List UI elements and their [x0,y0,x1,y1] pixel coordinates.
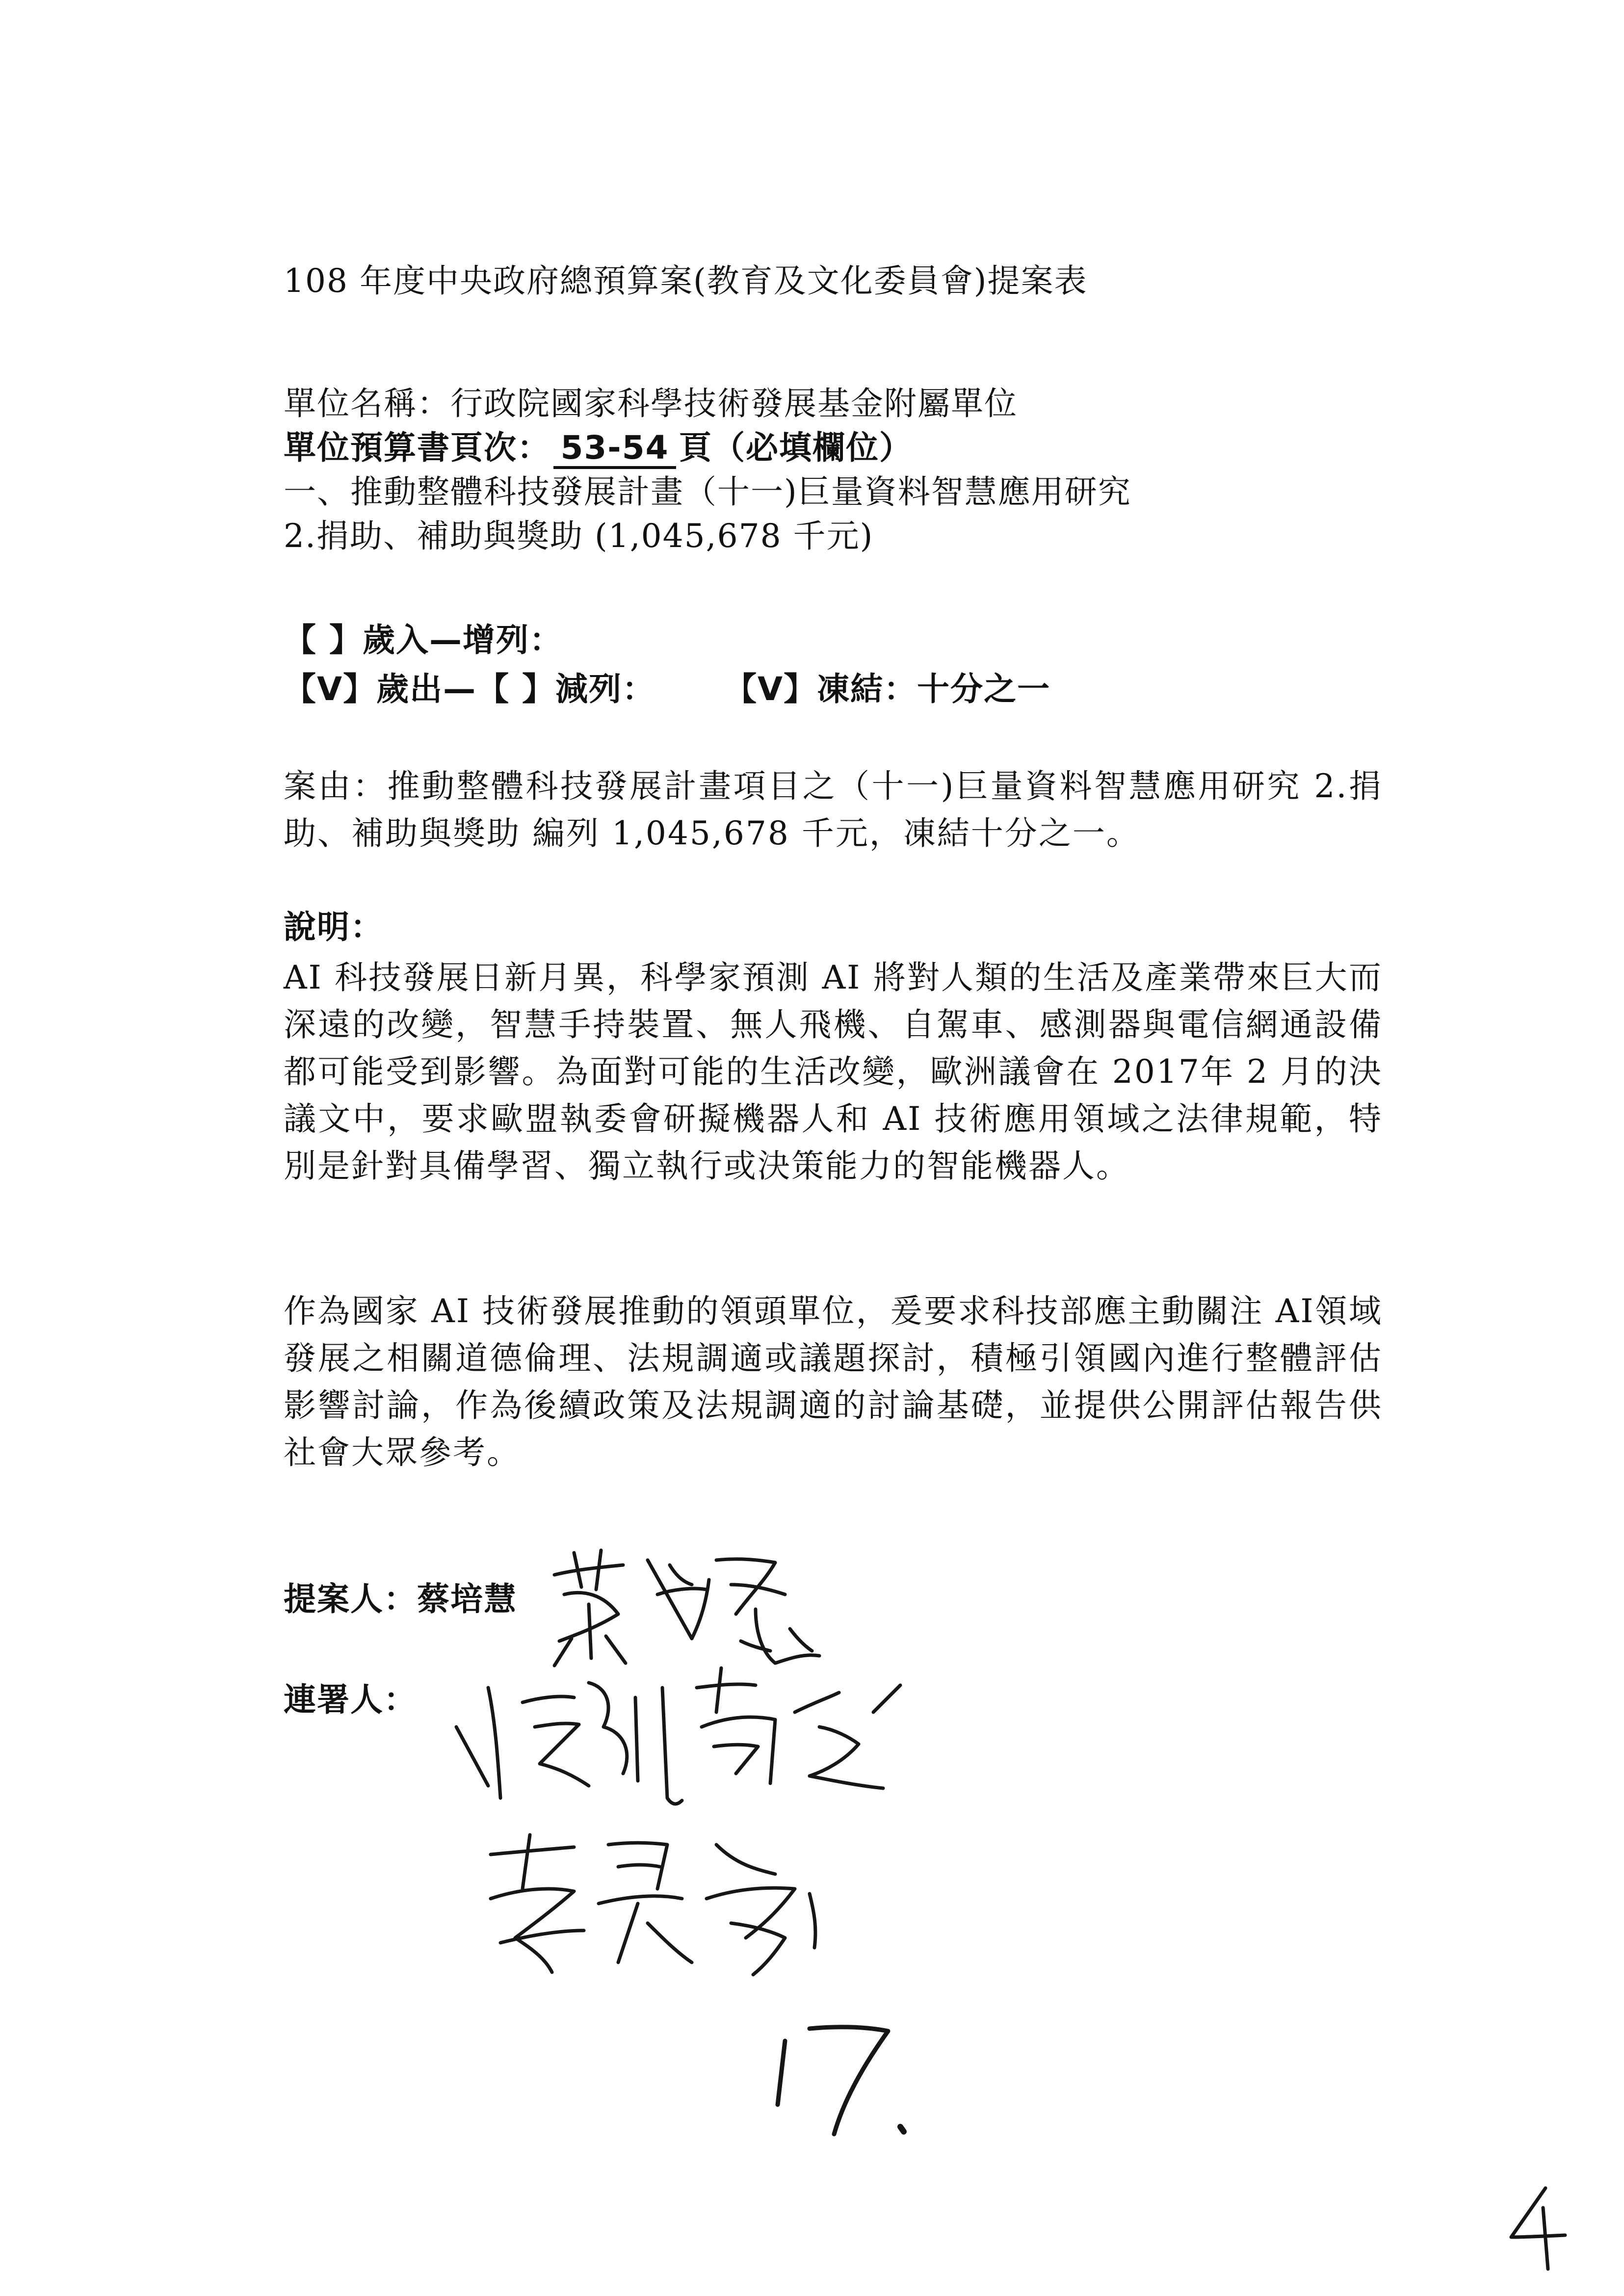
expenditure-line [284,667,1050,711]
document-title: 108 年度中央政府總預算案(教育及文化委員會)提案表 [284,262,1088,300]
reason-text: 推動整體科技發展計畫項目之（十一)巨量資料智慧應用研究 2.捐助、補助與獎助 編列 1,045,678 千元，凍結十分之一。 [284,767,1383,852]
reason-label: 案由： [284,767,388,805]
budget-page-label: 單位預算書頁次： [284,429,550,467]
budget-page-suffix: 頁（必填欄位） [679,429,913,467]
cosigner-signature-2 [471,1825,854,1982]
unit-name: 單位名稱：行政院國家科學技術發展基金附屬單位 [284,385,1018,422]
proposer-name: 蔡培慧 [417,1580,517,1618]
reason-paragraph [284,763,1383,857]
cosigner-signature-1 [442,1658,957,1820]
handwritten-number [765,2011,932,2159]
explanation-label: 說明： [284,908,384,946]
revenue-line: 【 】歲入—增列： [284,621,563,659]
proposer-label: 提案人： [284,1580,417,1618]
expenditure-reduce: 【V】歲出—【 】減列： [284,670,656,708]
budget-page-value: 53-54 [553,430,676,469]
explanation-paragraph-1: AI 科技發展日新月異，科學家預測 AI 將對人類的生活及產業帶來巨大而深遠的改變，智慧手持裝置、無人飛機、自駕車、感測器與電信網通設備都可能受到影響。為面對可能的生活改變，歐洲議會在 2017年 2 月的決議文中，要求歐盟執委會研擬機器人和 AI 技術應用領域之法律規範，特別是針對具備學習、獨立執行或決策能力的智能機器人。 [284,959,1383,1185]
item-line: 2.捐助、補助與獎助 (1,045,678 千元) [284,517,874,555]
budget-page-line [284,426,913,470]
program-line: 一、推動整體科技發展計畫（十一)巨量資料智慧應用研究 [284,473,1131,511]
explanation-paragraph-2: 作為國家 AI 技術發展推動的領頭單位，爰要求科技部應主動關注 AI領域發展之相關道德倫理、法規調適或議題探討，積極引領國內進行整體評估影響討論，作為後續政策及法規調適的討論基礎，並提供公開評估報告供社會大眾參考。 [284,1292,1383,1471]
proposer-line [284,1577,517,1621]
expenditure-freeze: 【V】凍結：十分之一 [724,670,1051,708]
page-number [1501,2178,1570,2276]
cosigner-label: 連署人： [284,1681,417,1719]
